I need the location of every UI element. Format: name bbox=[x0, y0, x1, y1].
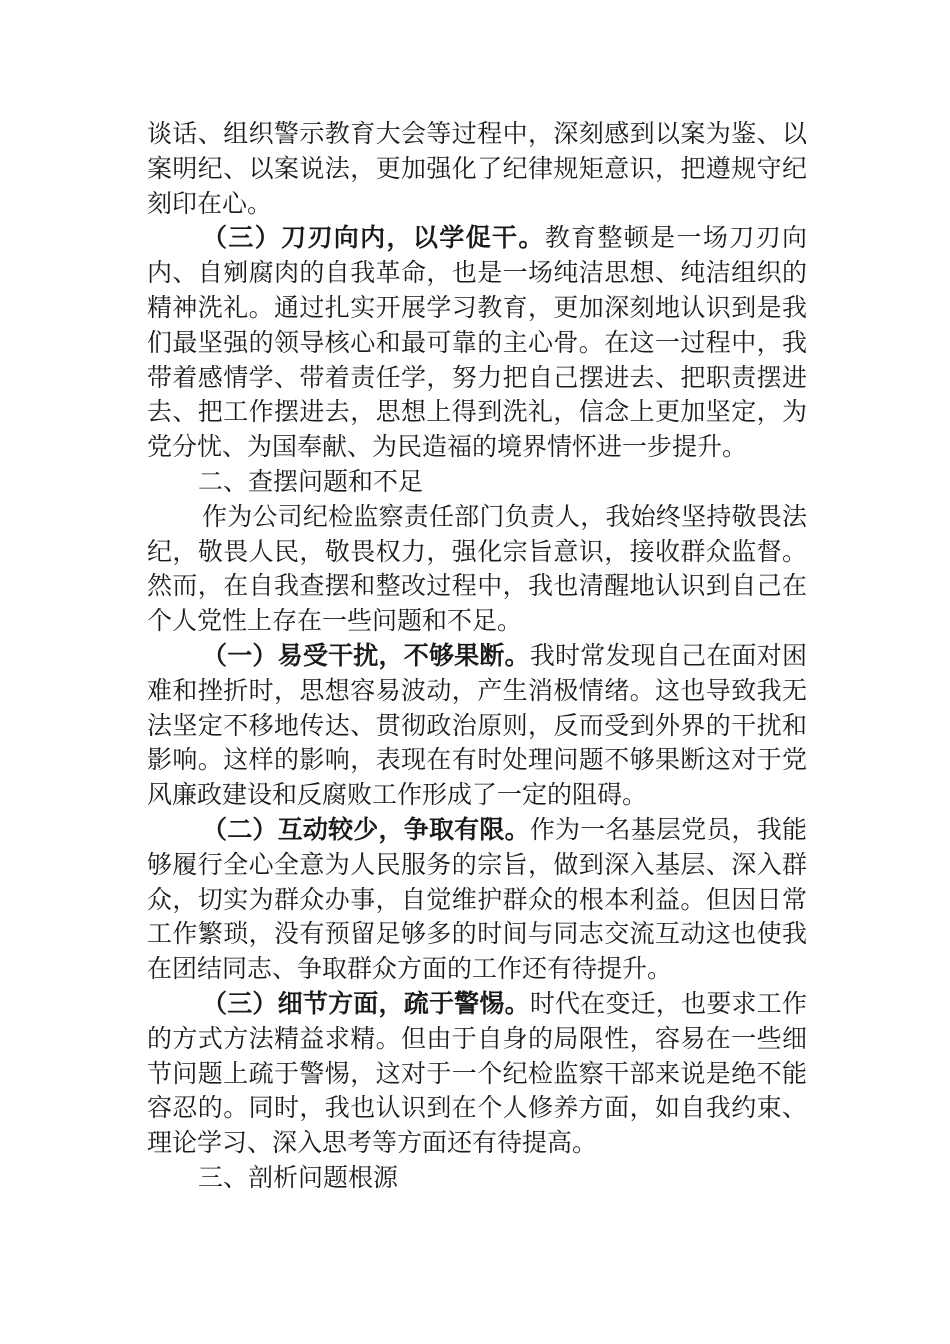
paragraph-problem-2 bbox=[147, 813, 807, 987]
item-lead: （一）易受干扰，不够果断。 bbox=[202, 640, 530, 670]
item-lead: （三）刀刃向内，以学促干。 bbox=[202, 223, 545, 253]
item-body: 作为一名基层党员，我能够履行全心全意为人民服务的宗旨，做到深入基层、深入群众，切实为群众办事，自觉维护群众的根本利益。但因日常工作繁琐，没有预留足够多的时间与同志交流互动这也使我在团结同志、争取群众方面的工作还有待提升。 bbox=[147, 814, 807, 984]
item-lead: （三）细节方面，疏于警惕。 bbox=[202, 988, 530, 1018]
section-heading-3: 三、剖析问题根源 bbox=[198, 1162, 399, 1192]
item-body: 我时常发现自己在面对困难和挫折时，思想容易波动，产生消极情绪。这也导致我无法坚定不移地传达、贯彻政治原则，反而受到外界的干扰和影响。这样的影响，表现在有时处理问题不够果断这对于党风廉政建设和反腐败工作形成了一定的阻碍。 bbox=[147, 640, 807, 810]
item-body: 教育整顿是一场刀刃向内、自剜腐肉的自我革命，也是一场纯洁思想、纯洁组织的精神洗礼。通过扎实开展学习教育，更加深刻地认识到是我们最坚强的领导核心和最可靠的主心骨。在这一过程中，我带着感情学、带着责任学，努力把自己摆进去、把职责摆进去、把工作摆进去，思想上得到洗礼，信念上更加坚定，为党分忧、为国奉献、为民造福的境界情怀进一步提升。 bbox=[147, 223, 807, 462]
section-heading-2: 二、查摆问题和不足 bbox=[198, 466, 424, 496]
continued-paragraph: 谈话、组织警示教育大会等过程中，深刻感到以案为鉴、以案明纪、以案说法，更加强化了纪律规矩意识，把遵规守纪刻印在心。 bbox=[147, 119, 807, 218]
document-body bbox=[147, 117, 807, 1196]
paragraph-problem-3 bbox=[147, 987, 807, 1161]
section-2-intro: 作为公司纪检监察责任部门负责人，我始终坚持敬畏法纪，敬畏人民，敬畏权力，强化宗旨意识，接收群众监督。然而，在自我查摆和整改过程中，我也清醒地认识到自己在个人党性上存在一些问题和不足。 bbox=[147, 501, 807, 636]
item-lead: （二）互动较少，争取有限。 bbox=[202, 814, 530, 844]
item-body: 时代在变迁，也要求工作的方式方法精益求精。但由于自身的局限性，容易在一些细节问题上疏于警惕，这对于一个纪检监察干部来说是绝不能容忍的。同时，我也认识到在个人修养方面，如自我约束、理论学习、深入思考等方面还有待提高。 bbox=[147, 988, 807, 1158]
paragraph-problem-1 bbox=[147, 639, 807, 813]
paragraph-item-3 bbox=[147, 221, 807, 465]
